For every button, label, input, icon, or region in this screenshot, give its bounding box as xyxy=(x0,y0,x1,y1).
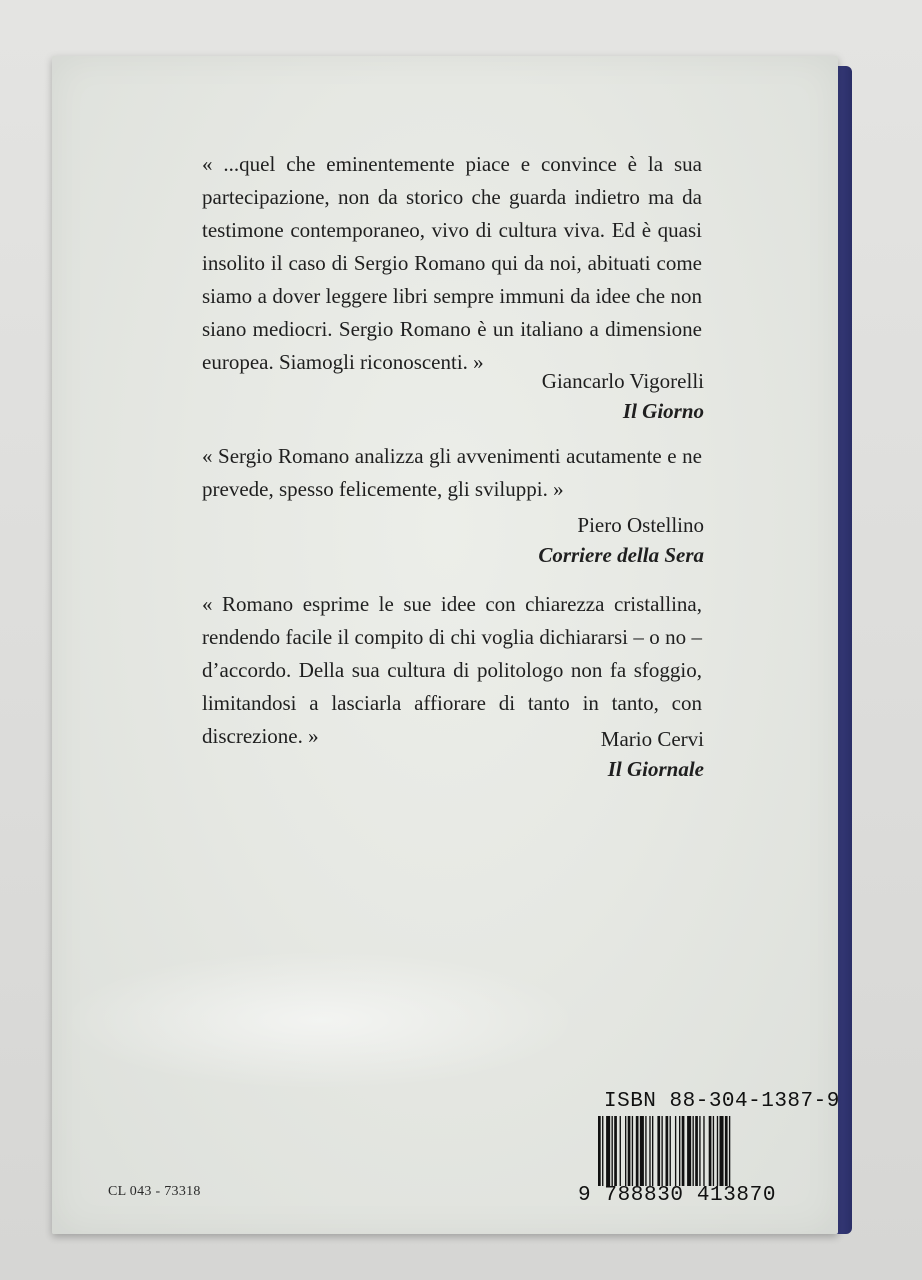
barcode-number: 9 788830 413870 xyxy=(578,1184,777,1207)
review-publication-1: Il Giorno xyxy=(622,399,704,423)
review-publication-3: Il Giornale xyxy=(607,757,704,781)
review-publication-2: Corriere della Sera xyxy=(538,543,704,567)
review-quote-3: « Romano esprime le sue idee con chiarezza cristallina, rendendo facile il compito di chi voglia dichiararsi – o no – d’accordo. Della sua cultura di politologo non fa sfoggio, limitandosi a lasciarla affiorare di tanto in tanto, con discrezione. » xyxy=(202,592,702,748)
review-quote-1: « ...quel che eminentemente piace e convince è la sua partecipazione, non da storico che guarda indietro ma da testimone contemporaneo, vivo di cultura viva. Ed è quasi insolito il caso di Sergio Romano qui da noi, abituati come siamo a dover leggere libri sempre immuni da idee che non siano mediocri. Sergio Romano è un italiano a dimensione europea. Siamogli riconoscenti. » xyxy=(202,152,702,374)
catalog-code: CL 043 - 73318 xyxy=(108,1184,201,1199)
review-author-1: Giancarlo Vigorelli xyxy=(541,369,704,393)
isbn-label: ISBN 88-304-1387-9 xyxy=(604,1090,840,1113)
review-attribution-3 xyxy=(601,724,704,784)
barcode-icon xyxy=(596,1116,786,1186)
review-author-2: Piero Ostellino xyxy=(577,513,704,537)
review-attribution-1 xyxy=(542,366,704,426)
review-attribution-2 xyxy=(538,510,704,570)
review-author-3: Mario Cervi xyxy=(600,727,704,751)
review-quote-2: « Sergio Romano analizza gli avvenimenti acutamente e ne prevede, spesso felicemente, gli sviluppi. » xyxy=(202,444,702,501)
